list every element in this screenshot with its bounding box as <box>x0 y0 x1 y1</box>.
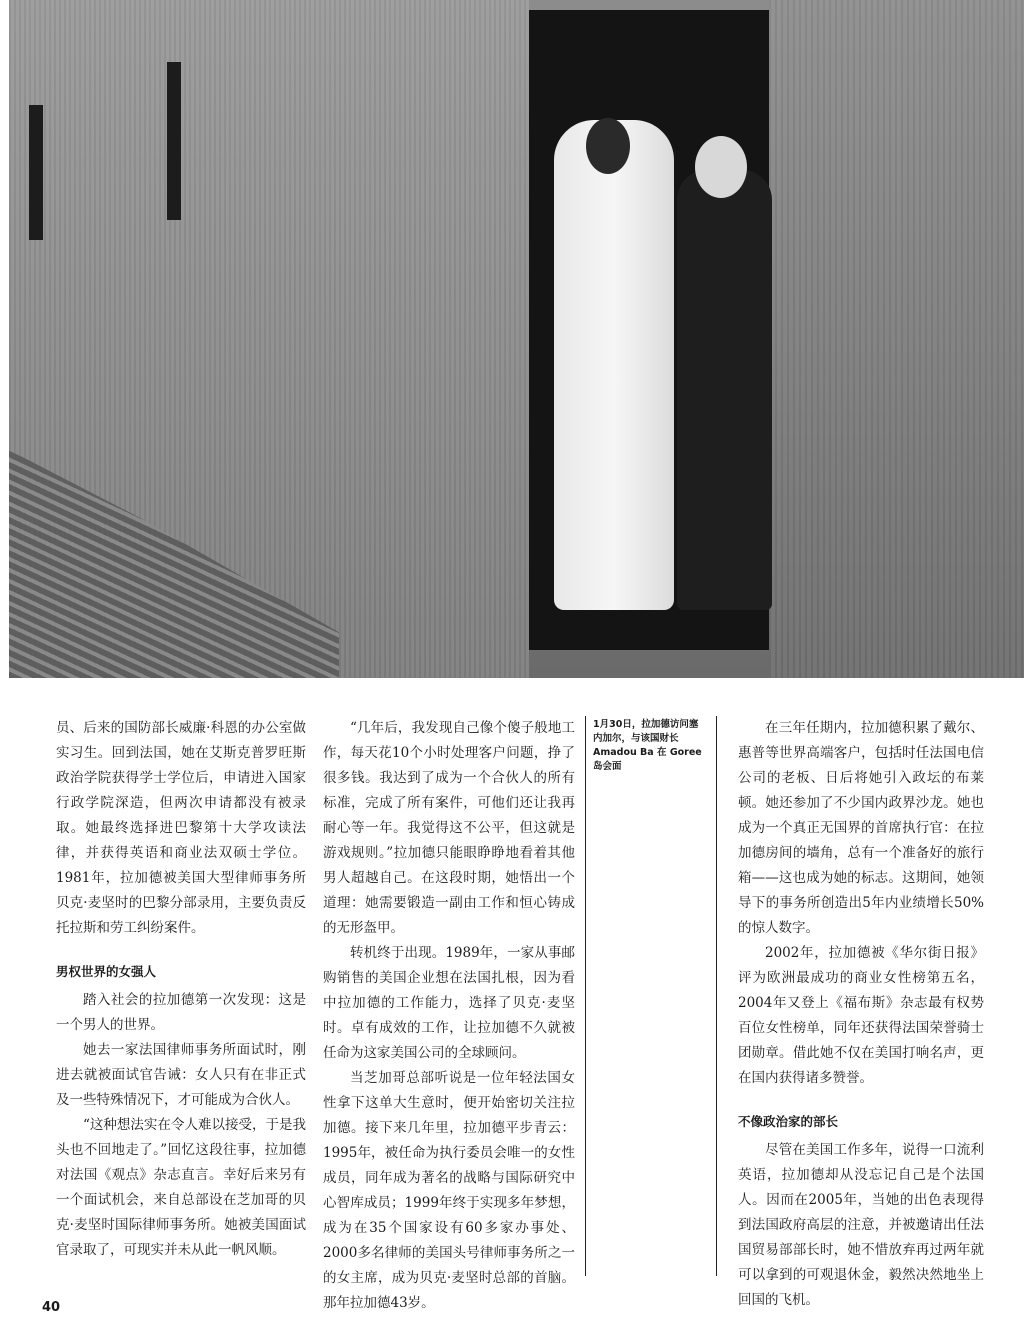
article-column-2 <box>323 716 575 1316</box>
photo-figure-man-head <box>586 118 630 174</box>
paragraph: 转机终于出现。1989年，一家从事邮购销售的美国企业想在法国扎根，因为看中拉加德的工作能力，选择了贝克·麦坚时。卓有成效的工作，让拉加德不久就被任命为这家美国公司的全球顾问。 <box>323 945 575 1061</box>
page-number: 40 <box>42 1300 61 1315</box>
section-heading: 不像政治家的部长 <box>738 1114 839 1129</box>
paragraph: 在三年任期内，拉加德积累了戴尔、惠普等世界高端客户，包括时任法国电信公司的老板、日后将她引入政坛的布莱顿。她还参加了不少国内政界沙龙。她也成为一个真正无国界的首席执行官：在拉加德房间的墙角，总有一个准备好的旅行箱——这也成为她的标志。这期间，她领导下的事务所创造出5年内业绩增长50%的惊人数字。 <box>738 720 984 936</box>
paragraph: “这种想法实在令人难以接受，于是我头也不回地走了。”回忆这段往事，拉加德对法国《观点》杂志直言。幸好后来另有一个面试机会，来自总部设在芝加哥的贝克·麦坚时国际律师事务所。她被美国面试官录取了，可现实并未从此一帆风顺。 <box>56 1117 306 1258</box>
photo-figure-woman <box>677 170 772 610</box>
photo-figure-man <box>554 120 674 610</box>
photo-wall-slot <box>29 105 43 240</box>
paragraph: 尽管在美国工作多年，说得一口流利英语，拉加德却从没忘记自己是个法国人。因而在2005年，当她的出色表现得到法国政府高层的注意，并被邀请出任法国贸易部部长时，她不惜放弃再过两年就可以拿到的可观退休金，毅然决然地坐上回国的飞机。 <box>738 1142 984 1308</box>
photo-figure-woman-head <box>695 136 747 198</box>
section-heading: 男权世界的女强人 <box>56 964 157 979</box>
photo-wall-slot <box>167 62 181 220</box>
photo-wall-right <box>769 0 1024 678</box>
paragraph: 2002年，拉加德被《华尔街日报》评为欧洲最成功的商业女性榜第五名，2004年又登上《福布斯》杂志最有权势百位女性榜单，同年还获得法国荣誉骑士团勋章。借此她不仅在美国打响名声，更在国内获得诸多赞誉。 <box>738 945 984 1086</box>
photo-caption: 1月30日，拉加德访问塞内加尔，与该国财长Amadou Ba 在 Goree 岛会面 <box>593 719 702 772</box>
paragraph: 她去一家法国律师事务所面试时，刚进去就被面试官告诫：女人只有在非正式及一些特殊情况下，才可能成为合伙人。 <box>56 1042 306 1108</box>
hero-photo <box>9 0 1024 678</box>
paragraph: “几年后，我发现自己像个傻子般地工作，每天花10个小时处理客户问题，挣了很多钱。我达到了成为一个合伙人的所有标准，完成了所有案件，可他们还让我再耐心等一年。我觉得这不公平，但这就是游戏规则。”拉加德只能眼睁睁地看着其他男人超越自己。在这段时期，她悟出一个道理：她需要锻造一副由工作和恒心铸成的无形盔甲。 <box>323 720 575 936</box>
paragraph: 踏入社会的拉加德第一次发现：这是一个男人的世界。 <box>56 992 306 1033</box>
column-divider <box>716 716 717 1276</box>
paragraph: 员、后来的国防部长威廉·科恩的办公室做实习生。回到法国，她在艾斯克普罗旺斯政治学院获得学士学位后，申请进入国家行政学院深造，但两次申请都没有被录取。她最终选择进巴黎第十大学攻读法律，并获得英语和商业法双硕士学位。1981年，拉加德被美国大型律师事务所贝克·麦坚时的巴黎分部录用，主要负责反托拉斯和劳工纠纷案件。 <box>56 720 306 936</box>
article-column-1 <box>56 716 306 1263</box>
column-divider <box>585 716 586 1276</box>
paragraph: 当芝加哥总部听说是一位年轻法国女性拿下这单大生意时，便开始密切关注拉加德。接下来几年里，拉加德平步青云：1995年，被任命为执行委员会唯一的女性成员，同年成为著名的战略与国际研究中心智库成员；1999年终于实现多年梦想，成为在35个国家设有60多家办事处、2000多名律师的美国头号律师事务所之一的女主席，成为贝克·麦坚时总部的首脑。那年拉加德43岁。 <box>323 1070 575 1311</box>
article-column-3 <box>738 716 984 1313</box>
